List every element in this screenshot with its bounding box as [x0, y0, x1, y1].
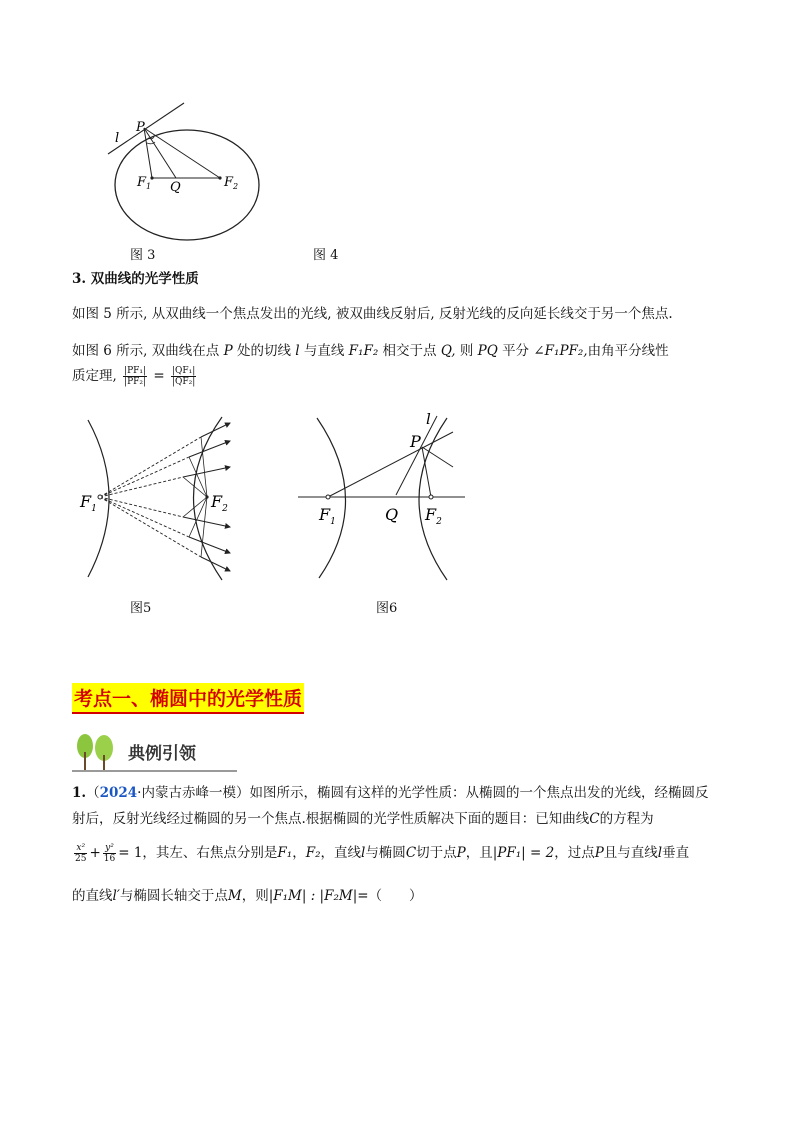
hyperbola-heading: 3. 双曲线的光学性质 — [72, 271, 199, 287]
banner-underline — [72, 770, 237, 772]
segment-PF1 — [144, 128, 152, 178]
hyperbola-para1: 如图 5 所示, 从双曲线一个焦点发出的光线, 被双曲线反射后, 反射光线的反向延长线交于另一个焦点. — [72, 306, 673, 322]
focus-F1-dot — [326, 495, 330, 499]
example-label: 典例引领 — [128, 744, 196, 764]
fraction-QF: $\frac{\text{|QF₁|}}{\text{|QF₂|}}$ — [171, 366, 196, 387]
eq-x-fraction: $\frac{\text{x²}}{25}$ — [75, 843, 87, 864]
hyperbola-left-branch — [317, 418, 346, 578]
label-F2: $F_2$ — [224, 175, 239, 191]
label-F1: $F_1$ — [137, 175, 152, 191]
figure-3-ellipse — [100, 98, 270, 243]
focus-F2-dot — [205, 495, 208, 498]
figure-5-hyperbola-reflection — [70, 415, 240, 585]
caption-fig4: 图 4 — [313, 248, 339, 263]
eq-y-fraction: $\frac{\text{y²}}{16}$ — [103, 843, 116, 864]
caption-fig5: 图5 — [130, 601, 152, 616]
problem-line-1: 1.（2024·内蒙古赤峰一模）如图所示，椭圆有这样的光学性质：从椭圆的一个焦点出发的光线，经椭圆反 — [72, 785, 709, 801]
figure-6-hyperbola-tangent — [295, 410, 470, 585]
label-F2: $F_2$ — [211, 492, 228, 514]
problem-line-3: $\frac{\text{x²}}{25}$ + $\frac{\text{y²}}{16}$ = 1，其左、右焦点分别是F₁，F₂，直线l与椭圆C切于点P，且|PF₁| = 2，过点P且与直线l垂直 — [75, 843, 690, 864]
label-l: l — [426, 410, 431, 428]
label-P: P — [136, 120, 145, 135]
segment-F1P — [328, 432, 453, 497]
focus-F1-dot — [150, 176, 153, 179]
label-Q: Q — [170, 180, 181, 195]
label-Q: Q — [385, 505, 399, 524]
section-title: 考点一、椭圆中的光学性质 — [72, 683, 304, 714]
label-F2: $F_2$ — [425, 505, 442, 527]
hyperbola-para2: 如图 6 所示, 双曲线在点 P 处的切线 l 与直线 F₁F₂ 相交于点 Q, 则 PQ 平分 ∠F₁PF₂,由角平分线性 — [72, 343, 669, 359]
label-F1: $F_1$ — [80, 492, 97, 514]
example-banner — [72, 730, 237, 772]
caption-fig6: 图6 — [376, 601, 398, 616]
label-F1: $F_1$ — [319, 505, 336, 527]
focus-F2-dot — [429, 495, 433, 499]
segment-PQ — [144, 128, 176, 178]
tree-icon — [72, 730, 122, 772]
label-P: P — [410, 432, 421, 451]
dashed-rays — [100, 437, 201, 557]
segment-PF2 — [144, 128, 220, 178]
tangent-line-l — [396, 416, 437, 495]
label-l: l — [115, 131, 120, 146]
problem-line-2: 射后，反射光线经过椭圆的另一个焦点.根据椭圆的光学性质解决下面的题目：已知曲线C的方程为 — [72, 811, 654, 827]
fraction-PF: $\frac{\text{|PF₁|}}{\text{|PF₂|}}$ — [124, 366, 147, 387]
problem-line-4: 的直线l′与椭圆长轴交于点M，则|F₁M| : |F₂M|=（ ） — [72, 888, 423, 904]
focus-F1-dot — [98, 495, 102, 499]
hyperbola-para3: 质定理, $\frac{\text{|PF₁|}}{\text{|PF₂|}}$ = $\frac{\text{|QF₁|}}{\text{|QF₂|}}$ — [72, 366, 196, 387]
segment-PF2 — [422, 447, 431, 497]
focus-F2-dot — [218, 176, 221, 179]
caption-fig3: 图 3 — [130, 248, 156, 263]
